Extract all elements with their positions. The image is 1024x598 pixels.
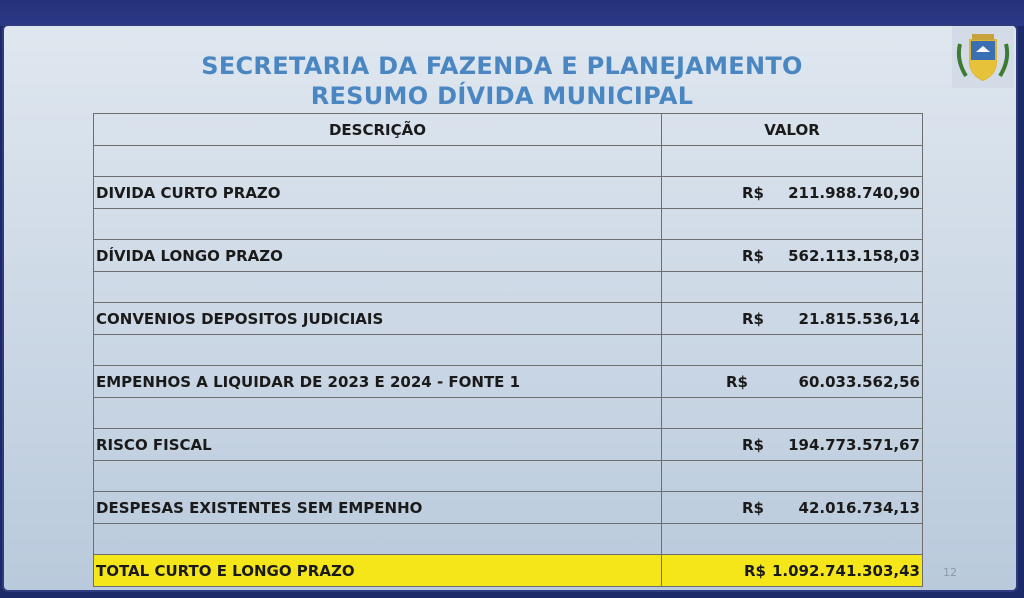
table-row (94, 240, 923, 272)
header-value: VALOR (662, 114, 923, 146)
currency-symbol: R$ (742, 246, 764, 265)
currency-symbol: R$ (742, 435, 764, 454)
row-label: DESPESAS EXISTENTES SEM EMPENHO (94, 492, 662, 524)
page-number: 12 (943, 566, 957, 579)
table-header-row (94, 114, 923, 146)
spacer-row (94, 146, 923, 177)
row-amount: 562.113.158,03 (788, 246, 920, 265)
total-label: TOTAL CURTO E LONGO PRAZO (94, 555, 662, 587)
row-value (662, 177, 923, 209)
debt-summary-table (93, 113, 923, 587)
row-label: DÍVIDA LONGO PRAZO (94, 240, 662, 272)
currency-symbol: R$ (742, 183, 764, 202)
spacer-row (94, 524, 923, 555)
row-amount: 42.016.734,13 (798, 498, 920, 517)
row-amount: 211.988.740,90 (788, 183, 920, 202)
row-value (662, 492, 923, 524)
table-row (94, 492, 923, 524)
slide-subtitle: RESUMO DÍVIDA MUNICIPAL (310, 82, 694, 110)
row-value (662, 429, 923, 461)
row-label: CONVENIOS DEPOSITOS JUDICIAIS (94, 303, 662, 335)
currency-symbol: R$ (744, 561, 766, 580)
spacer-row (94, 335, 923, 366)
table-row (94, 177, 923, 209)
spacer-row (94, 461, 923, 492)
header-description: DESCRIÇÃO (94, 114, 662, 146)
currency-symbol: R$ (742, 498, 764, 517)
row-label: RISCO FISCAL (94, 429, 662, 461)
slide-title: SECRETARIA DA FAZENDA E PLANEJAMENTO (201, 52, 803, 80)
spacer-row (94, 209, 923, 240)
total-amount: 1.092.741.303,43 (771, 561, 920, 580)
row-value (662, 366, 923, 398)
row-value (662, 303, 923, 335)
total-row (94, 555, 923, 587)
table-row (94, 429, 923, 461)
coat-of-arms-icon (952, 26, 1014, 88)
top-band (0, 0, 1024, 26)
row-value (662, 240, 923, 272)
currency-symbol: R$ (742, 309, 764, 328)
spacer-row (94, 272, 923, 303)
table-row (94, 366, 923, 398)
row-amount: 194.773.571,67 (788, 435, 920, 454)
row-label: DIVIDA CURTO PRAZO (94, 177, 662, 209)
currency-symbol: R$ (726, 372, 748, 391)
total-value (662, 555, 923, 587)
row-label: EMPENHOS A LIQUIDAR DE 2023 E 2024 - FONTE 1 (94, 366, 662, 398)
row-amount: 60.033.562,56 (798, 372, 920, 391)
row-amount: 21.815.536,14 (798, 309, 920, 328)
table-row (94, 303, 923, 335)
spacer-row (94, 398, 923, 429)
